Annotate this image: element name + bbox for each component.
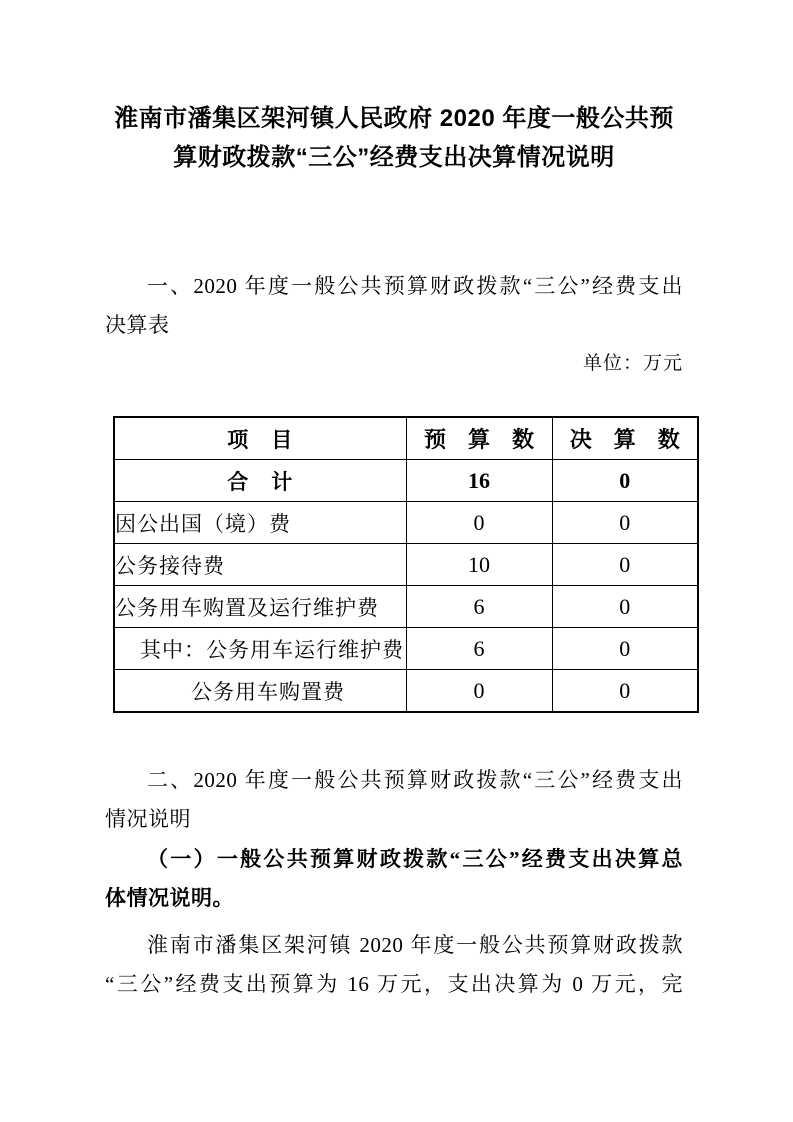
section-1-line-1: 一、2020 年度一般公共预算财政拨款“三公”经费支出 <box>147 274 683 298</box>
subsection-heading-1 <box>105 840 683 918</box>
body-paragraph <box>105 926 683 1004</box>
section-1-line-2: 决算表 <box>105 313 170 337</box>
item-cell: 因公出国（境）费 <box>114 502 406 544</box>
paragraph-line-1: 淮南市潘集区架河镇 2020 年度一般公共预算财政拨款 <box>147 933 683 957</box>
table-row <box>114 628 698 670</box>
budget-cell: 10 <box>406 544 552 586</box>
table-header-row <box>114 417 698 460</box>
table-row <box>114 670 698 713</box>
budget-cell: 0 <box>406 502 552 544</box>
table-row <box>114 544 698 586</box>
final-cell: 0 <box>552 628 698 670</box>
unit-note: 单位：万元 <box>582 353 683 374</box>
final-cell: 0 <box>552 544 698 586</box>
paragraph-line-2: “三公”经费支出预算为 16 万元，支出决算为 0 万元，完 <box>105 972 683 996</box>
page-title-line-1: 淮南市潘集区架河镇人民政府 2020 年度一般公共预 <box>114 105 674 132</box>
budget-cell: 16 <box>406 460 552 502</box>
page-title-line-2: 算财政拨款“三公”经费支出决算情况说明 <box>173 144 615 171</box>
section-2-line-1: 二、2020 年度一般公共预算财政拨款“三公”经费支出 <box>147 768 683 792</box>
subsection-1-line-2: 体情况说明。 <box>105 886 234 910</box>
item-cell: 公务接待费 <box>114 544 406 586</box>
three-public-expense-table <box>113 416 699 713</box>
header-final: 决 算 数 <box>552 417 698 460</box>
budget-cell: 6 <box>406 586 552 628</box>
item-cell: 其中：公务用车运行维护费 <box>114 628 406 670</box>
final-cell: 0 <box>552 460 698 502</box>
header-budget: 预 算 数 <box>406 417 552 460</box>
subsection-1-line-1: （一）一般公共预算财政拨款“三公”经费支出决算总 <box>147 847 683 871</box>
section-heading-1 <box>105 267 683 345</box>
item-cell: 公务用车购置及运行维护费 <box>114 586 406 628</box>
item-cell: 公务用车购置费 <box>114 670 406 713</box>
final-cell: 0 <box>552 502 698 544</box>
table-row <box>114 460 698 502</box>
section-heading-2 <box>105 761 683 839</box>
final-cell: 0 <box>552 586 698 628</box>
page-title <box>105 99 683 177</box>
table-row <box>114 502 698 544</box>
final-cell: 0 <box>552 670 698 713</box>
item-cell: 合 计 <box>114 460 406 502</box>
budget-cell: 6 <box>406 628 552 670</box>
section-2-line-2: 情况说明 <box>105 807 191 831</box>
header-item: 项 目 <box>114 417 406 460</box>
table-row <box>114 586 698 628</box>
budget-cell: 0 <box>406 670 552 713</box>
